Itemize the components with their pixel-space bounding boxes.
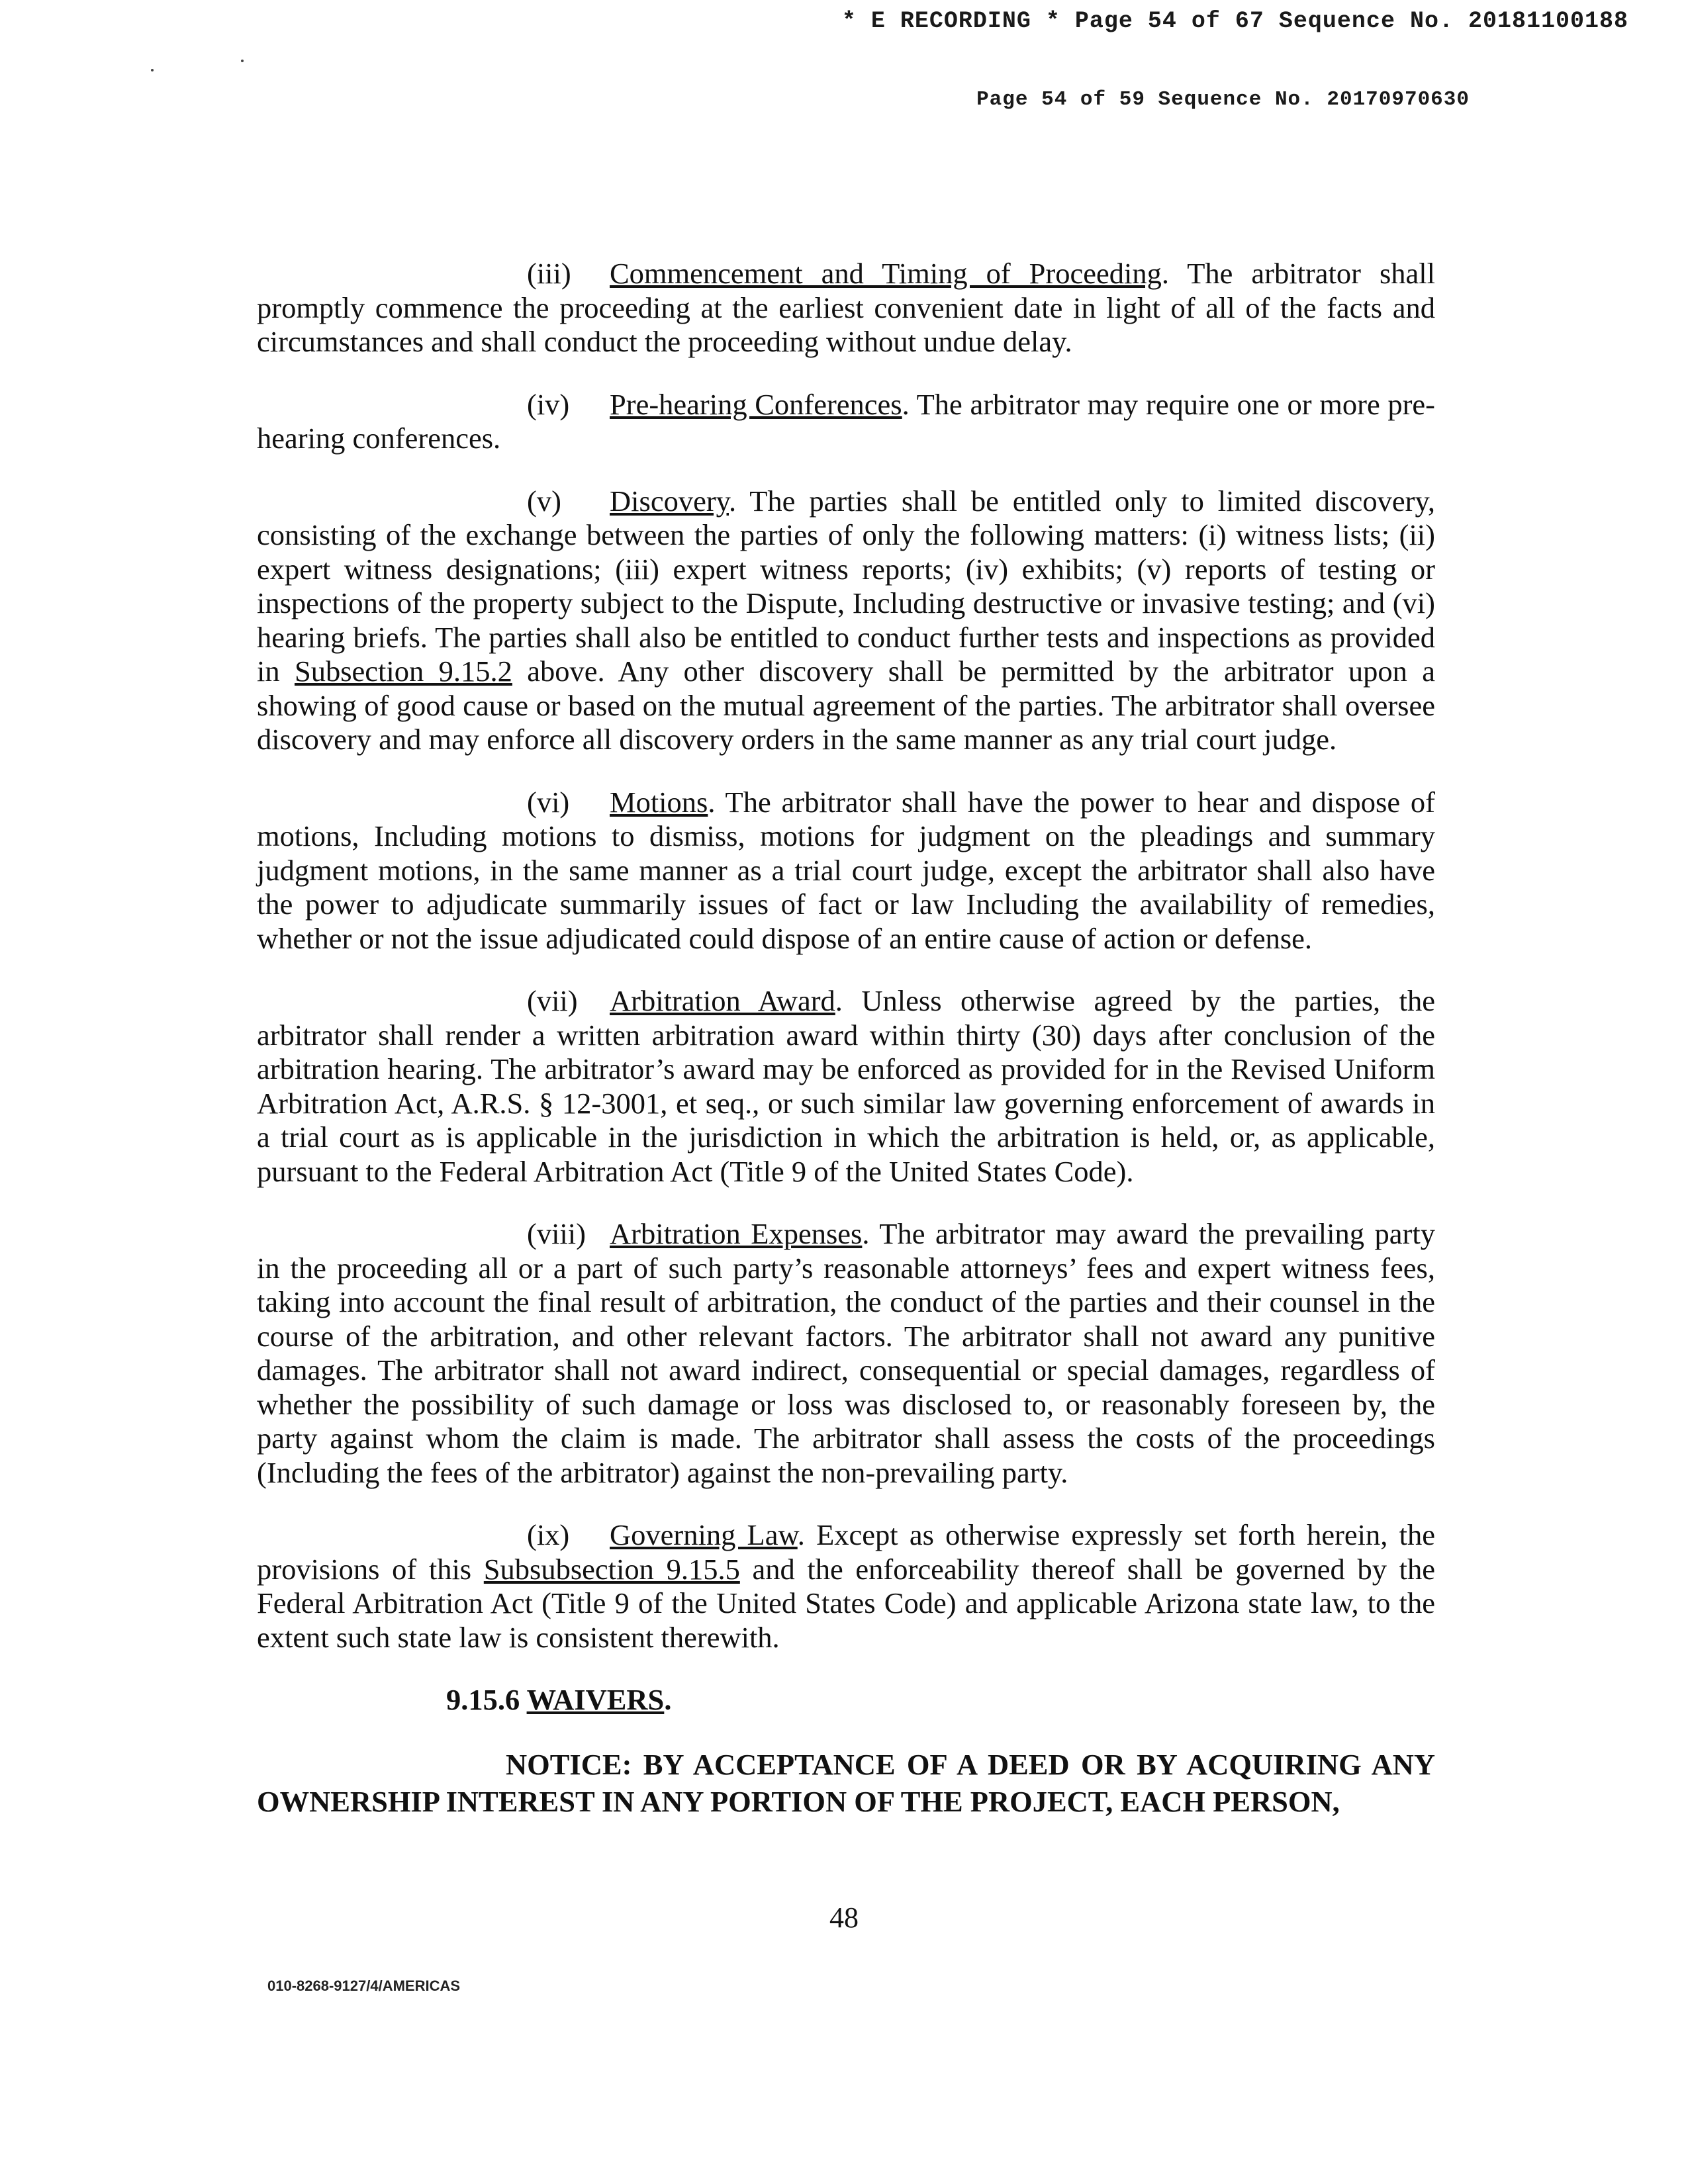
paragraph-number: (v)	[527, 484, 561, 518]
section-heading-waivers	[257, 1683, 1435, 1717]
section-period: .	[664, 1683, 672, 1716]
paragraph-iii	[257, 257, 1435, 359]
document-body	[257, 257, 1435, 1820]
paragraph-number: (iii)	[527, 257, 571, 290]
paragraph-number: (iv)	[527, 387, 570, 421]
paragraph-text: . The arbitrator shall have the power to hear and dispose of motions, Including motions to dismiss, motions for judgment on the pleadings and summary judgment motions, in the same manner as a trial court judge, except the arbitrator shall also have the power to adjudicate summarily issues of fact or law Including the availability of remedies, whether or not the issue adjudicated could dispose of an entire cause of action or defense.	[257, 785, 1435, 955]
paragraph-text: . The arbitrator shall promptly commence the proceeding at the earliest convenient date in light of all of the facts and circumstances and shall conduct the proceeding without undue delay.	[257, 257, 1435, 358]
paragraph-iv	[257, 388, 1435, 456]
document-id: 010-8268-9127/4/AMERICAS	[267, 1978, 461, 1994]
subsection-reference: Subsection 9.15.2	[294, 655, 512, 688]
notice-paragraph: NOTICE: BY ACCEPTANCE OF A DEED OR BY ACQUIRING ANY OWNERSHIP INTEREST IN ANY PORTION OF THE PROJECT, EACH PERSON,	[257, 1747, 1435, 1818]
scan-speck	[241, 60, 244, 62]
scan-speck	[151, 69, 154, 71]
paragraph-title: Commencement and Timing of Proceeding	[610, 257, 1162, 290]
paragraph-vii	[257, 984, 1435, 1189]
paragraph-ix	[257, 1518, 1435, 1655]
paragraph-text: . The parties shall be entitled only to limited discovery, consisting of the exchange between the parties of only the following matters: (i) witness lists; (ii) expert witness designations; (iii) expert witness reports; (iv) exhibits; (v) reports of testing or inspections of the property subject to the Dispute, Including destructive or invasive testing; and (vi) hearing briefs. The parties shall also be entitled to conduct further tests and inspections as provided in	[257, 484, 1435, 688]
paragraph-number: (viii)	[527, 1217, 586, 1250]
paragraph-title: Pre-hearing Conferences	[610, 387, 902, 421]
paragraph-title: Motions	[610, 785, 708, 819]
paragraph-title: Arbitration Expenses	[610, 1217, 863, 1250]
paragraph-text: above. Any other discovery shall be permitted by the arbitrator upon a showing of good cause or based on the mutual agreement of the parties. The arbitrator shall oversee discovery and may enforce all discovery orders in the same manner as any trial court judge.	[257, 655, 1436, 756]
section-title: WAIVERS	[526, 1683, 665, 1716]
subsection-reference: Subsubsection 9.15.5	[483, 1552, 740, 1586]
paragraph-number: (vi)	[527, 785, 570, 819]
paragraph-text: . The arbitrator may require one or more pre-hearing conferences.	[257, 387, 1435, 455]
paragraph-number: (ix)	[527, 1518, 570, 1551]
paragraph-viii	[257, 1217, 1435, 1490]
paragraph-v	[257, 484, 1435, 757]
paragraph-title: Arbitration Award	[610, 984, 835, 1017]
paragraph-title: Discovery	[610, 484, 729, 518]
sequence-header: Page 54 of 59 Sequence No. 20170970630	[976, 88, 1470, 111]
section-number: 9.15.6	[446, 1683, 520, 1716]
paragraph-number: (vii)	[527, 984, 578, 1017]
paragraph-title: Governing Law	[610, 1518, 798, 1551]
paragraph-text: . The arbitrator may award the prevailing party in the proceeding all or a part of such party’s reasonable attorneys’ fees and expert witness fees, taking into account the final result of arbitration, the conduct of the parties and their counsel in the course of the arbitration, and other relevant factors. The arbitrator shall not award any punitive damages. The arbitrator shall not award indirect, consequential or special damages, regardless of whether the possibility of such damage or loss was disclosed to, or reasonably foreseen by, the party against whom the claim is made. The arbitrator shall assess the costs of the proceedings (Including the fees of the arbitrator) against the non-prevailing party.	[257, 1217, 1435, 1489]
paragraph-text: and the enforceability thereof shall be governed by the Federal Arbitration Act (Title 9 of the United States Code) and applicable Arizona state law, to the extent such state law is consistent therewith.	[257, 1552, 1435, 1654]
page-number: 48	[829, 1901, 859, 1934]
paragraph-vi	[257, 786, 1435, 956]
paragraph-text: . Unless otherwise agreed by the parties, the arbitrator shall render a written arbitration award within thirty (30) days after conclusion of the arbitration hearing. The arbitrator’s award may be enforced as provided for in the Revised Uniform Arbitration Act, A.R.S. § 12-3001, et seq., or such similar law governing enforcement of awards in a trial court as is applicable in the jurisdiction in which the arbitration is held, or, as applicable, pursuant to the Federal Arbitration Act (Title 9 of the United States Code).	[257, 984, 1435, 1188]
paragraph-text: . Except as otherwise expressly set forth herein, the provisions of this	[257, 1518, 1435, 1586]
recording-header: * E RECORDING * Page 54 of 67 Sequence No. 20181100188	[841, 8, 1628, 34]
